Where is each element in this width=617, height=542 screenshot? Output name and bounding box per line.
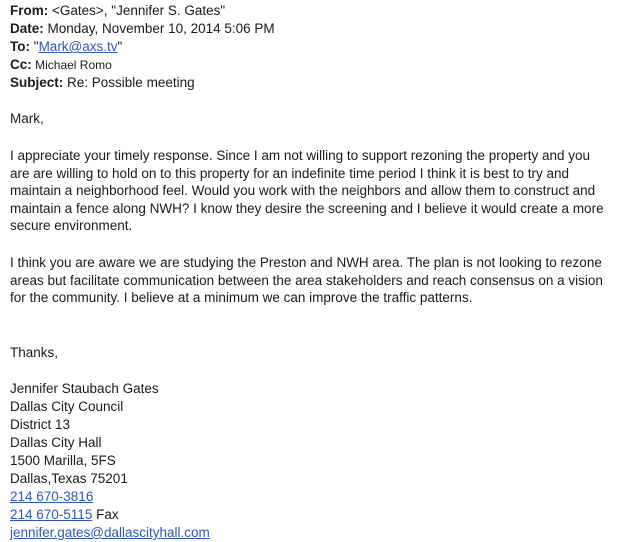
- cc-line: [10, 57, 112, 72]
- signature-address: 1500 Marilla, 5FS: [10, 453, 116, 468]
- from-label: From:: [10, 3, 49, 18]
- to-quote-close: ": [117, 39, 123, 54]
- cc-value: Michael Romo: [35, 58, 112, 72]
- signature-org: Dallas City Council: [10, 399, 124, 414]
- fax-label: Fax: [96, 507, 119, 522]
- date-line: [10, 21, 275, 36]
- email-link[interactable]: jennifer.gates@dallascityhall.com: [10, 525, 210, 540]
- signature-name: Jennifer Staubach Gates: [10, 381, 159, 396]
- to-label: To:: [10, 39, 30, 54]
- signature-building: Dallas City Hall: [10, 435, 102, 450]
- greeting: Mark,: [10, 111, 44, 126]
- to-email-link[interactable]: Mark@axs.tv: [38, 39, 118, 54]
- signature-city: Dallas,Texas 75201: [10, 471, 128, 486]
- paragraph-2: I think you are aware we are studying the Preston and NWH area. The plan is not looking to rezone areas but facilitate communication between the area stakeholders and reach consensus on a vision for the community. I believe at a minimum we can improve the traffic patterns.: [10, 255, 603, 305]
- subject-line: [10, 75, 195, 90]
- date-value: Monday, November 10, 2014 5:06 PM: [47, 21, 275, 36]
- phone-link[interactable]: 214 670-3816: [10, 489, 94, 504]
- subject-label: Subject:: [10, 75, 64, 90]
- from-line: [10, 3, 225, 18]
- closing: Thanks,: [10, 345, 59, 360]
- to-quote-open: ": [33, 39, 39, 54]
- cc-label: Cc:: [10, 57, 32, 72]
- signature-district: District 13: [10, 417, 71, 432]
- from-value: <Gates>, "Jennifer S. Gates": [52, 3, 226, 18]
- date-label: Date:: [10, 21, 44, 36]
- subject-value: Re: Possible meeting: [67, 75, 195, 90]
- signature-block: [10, 380, 210, 542]
- to-line: [10, 39, 122, 54]
- fax-link[interactable]: 214 670-5115: [10, 507, 93, 522]
- paragraph-1: I appreciate your timely response. Since I am not willing to support rezoning the property and you are are willing to hold on to this property for an indefinite time period I think it is best to try and maintain a neighborhood feel. Would you work with the neighbors and allow them to construct and maintain a fence along NWH? I know they desire the screening and I believe it would create a more secure environment.: [10, 148, 604, 233]
